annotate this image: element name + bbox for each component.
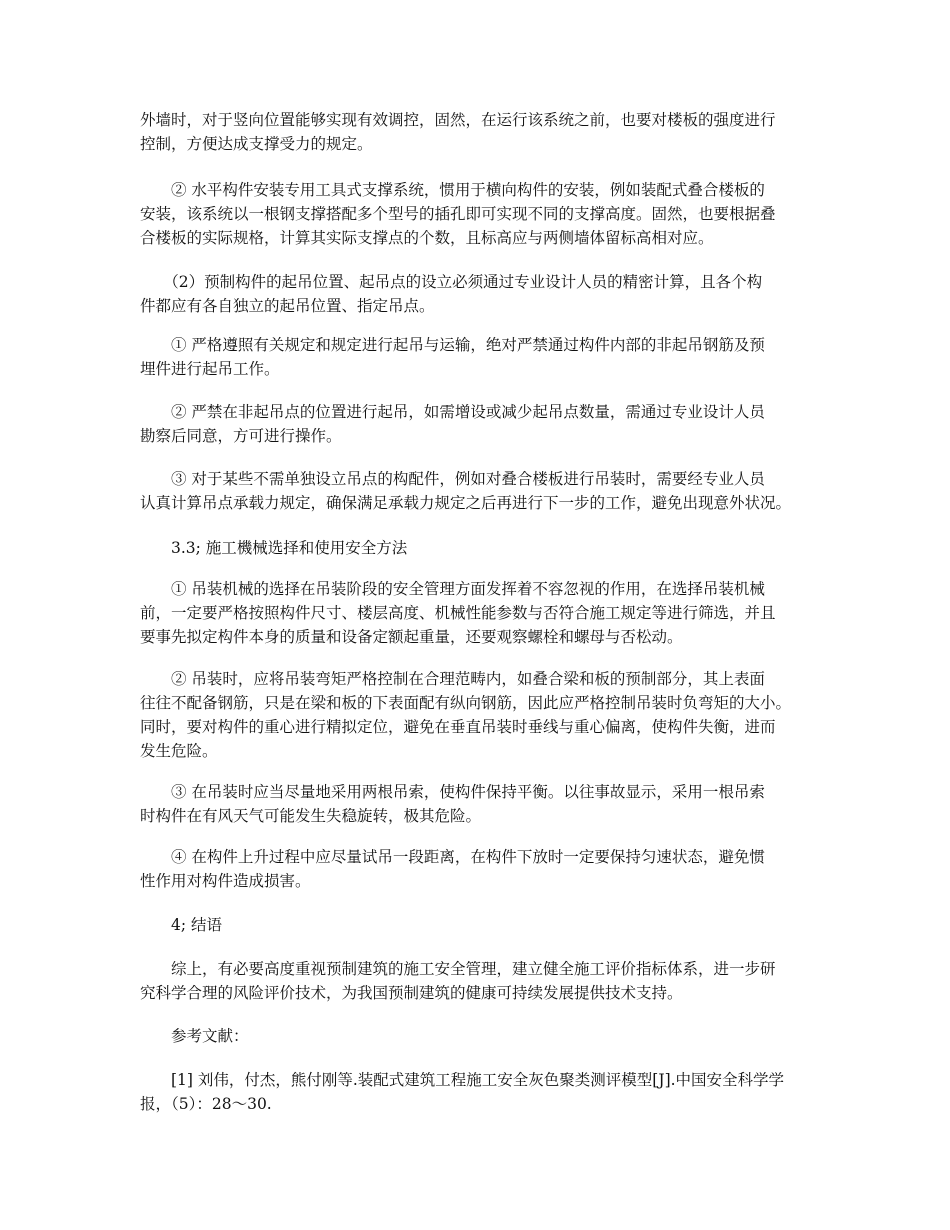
paragraph-line: 勘察后同意，方可进行操作。 xyxy=(140,427,342,445)
paragraph-line: 往往不配备钢筋，只是在梁和板的下表面配有纵向钢筋，因此应严格控制吊装时负弯矩的大小。 xyxy=(140,694,792,712)
paragraph-line: 外墙时，对于竖向位置能够实现有效调控，固然，在运行该系统之前，也要对楼板的强度进行 xyxy=(140,111,776,129)
paragraph-line: ② 水平构件安装专用工具式支撑系统，惯用于横向构件的安装，例如装配式叠合楼板的 xyxy=(140,181,765,199)
references-heading xyxy=(140,1024,840,1048)
section-heading-conclusion xyxy=(140,913,840,937)
paragraph-trial-lift xyxy=(140,845,840,893)
paragraph-line: ② 吊装时，应将吊装弯矩严格控制在合理范畴内，如叠合梁和板的预制部分，其上表面 xyxy=(140,670,765,688)
paragraph-line: 控制，方便达成支撑受力的规定。 xyxy=(140,135,373,153)
paragraph-line: ① 严格遵照有关规定和规定进行起吊与运输，绝对严禁通过构件内部的非起吊钢筋及预 xyxy=(140,336,765,354)
paragraph-lifting-position xyxy=(140,270,840,318)
paragraph-machinery-selection xyxy=(140,577,840,649)
paragraph-bending-moment xyxy=(140,667,840,763)
paragraph-line: 性作用对构件造成损害。 xyxy=(140,872,311,890)
paragraph-bearing-capacity xyxy=(140,467,840,515)
paragraph-line: （2）预制构件的起吊位置、起吊点的设立必须通过专业设计人员的精密计算，且各个构 xyxy=(140,273,763,291)
paragraph-line: 合楼板的实际规格，计算其实际支撑点的个数，且标高应与两侧墙体留标高相对应。 xyxy=(140,229,714,247)
paragraph-line: 埋件进行起吊工作。 xyxy=(140,360,280,378)
paragraph-line: 究科学合理的风险评价技术，为我国预制建筑的健康可持续发展提供技术支持。 xyxy=(140,984,683,1002)
paragraph-horizontal-support xyxy=(140,178,840,250)
paragraph-line: 时构件在有风天气可能发生失稳旋转，极其危险。 xyxy=(140,807,482,825)
reference-line: [1] 刘伟，付杰，熊付刚等.装配式建筑工程施工安全灰色聚类测评模型[J].中国安全科学学 xyxy=(140,1071,785,1089)
paragraph-wall-control xyxy=(140,108,840,156)
paragraph-line: 安装，该系统以一根钢支撑搭配多个型号的插孔即可实现不同的支撑高度。固然，也要根据叠 xyxy=(140,205,776,223)
paragraph-lifting-rules xyxy=(140,333,840,381)
paragraph-line: ① 吊装机械的选择在吊装阶段的安全管理方面发挥着不容忽视的作用，在选择吊装机械 xyxy=(140,580,765,598)
paragraph-line: ③ 在吊装时应当尽量地采用两根吊索，使构件保持平衡。以往事故显示，采用一根吊索 xyxy=(140,783,765,801)
paragraph-line: 认真计算吊点承载力规定，确保满足承载力规定之后再进行下一步的工作，避免出现意外状况。 xyxy=(140,494,792,512)
section-heading: 参考文献： xyxy=(140,1027,249,1045)
paragraph-line: 综上，有必要高度重视预制建筑的施工安全管理，建立健全施工评价指标体系，进一步研 xyxy=(140,960,776,978)
reference-item-1 xyxy=(140,1068,840,1116)
paragraph-line: ② 严禁在非起吊点的位置进行起吊，如需增设或减少起吊点数量，需通过专业设计人员 xyxy=(140,403,765,421)
paragraph-line: 发生危险。 xyxy=(140,742,218,760)
section-heading-machinery xyxy=(140,536,840,560)
paragraph-conclusion xyxy=(140,957,840,1005)
paragraph-line: 同时，要对构件的重心进行精拟定位，避免在垂直吊装时垂线与重心偏离，使构件失衡，进而 xyxy=(140,718,776,736)
reference-line: 报，（5）：28～30. xyxy=(140,1095,272,1113)
paragraph-line: 要事先拟定构件本身的质量和设备定额起重量，还要观察螺栓和螺母与否松动。 xyxy=(140,628,683,646)
section-heading: 4; 结语 xyxy=(140,916,223,934)
paragraph-line: 前，一定要严格按照构件尺寸、楼层高度、机械性能参数与否符合施工规定等进行筛选，并且 xyxy=(140,604,776,622)
paragraph-line: ④ 在构件上升过程中应尽量试吊一段距离，在构件下放时一定要保持匀速状态，避免惯 xyxy=(140,848,765,866)
section-heading: 3.3; 施工機械选择和使用安全方法 xyxy=(140,539,408,557)
paragraph-lifting-points xyxy=(140,400,840,448)
paragraph-line: ③ 对于某些不需单独设立吊点的构配件，例如对叠合楼板进行吊装时，需要经专业人员 xyxy=(140,470,765,488)
paragraph-two-slings xyxy=(140,780,840,828)
paragraph-line: 件都应有各自独立的起吊位置、指定吊点。 xyxy=(140,297,435,315)
